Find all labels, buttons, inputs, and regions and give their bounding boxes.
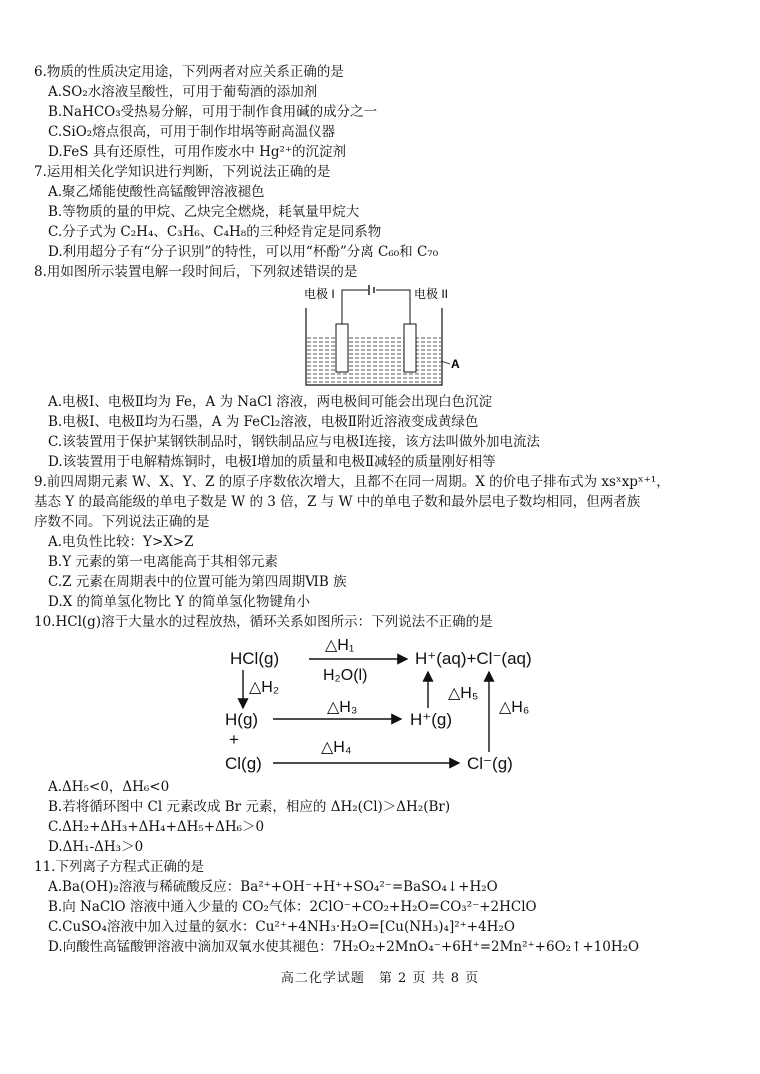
q10-option-c: C.ΔH₂+ΔH₃+ΔH₄+ΔH₅+ΔH₆＞0 [48, 819, 265, 835]
beaker [306, 308, 442, 385]
q6-stem: 6.物质的性质决定用途，下列两者对应关系正确的是 [34, 64, 344, 80]
q9-option-c: C.Z 元素在周期表中的位置可能为第四周期ⅥB 族 [48, 574, 347, 590]
q8-option-c: C.该装置用于保护某钢铁制品时，钢铁制品应与电极Ⅰ连接，该方法叫做外加电流法 [48, 434, 540, 450]
h-plus-g-label: H⁺(g) [410, 710, 453, 729]
delta-h1-label: △H₁ [325, 637, 355, 654]
page-footer: 高二化学试题 第 2 页 共 8 页 [280, 971, 480, 986]
q6-option-d: D.FeS 具有还原性，可用作废水中 Hg²⁺的沉淀剂 [48, 144, 347, 160]
q9-option-b: B.Y 元素的第一电离能高于其相邻元素 [48, 554, 278, 570]
q7-option-c: C.分子式为 C₂H₄、C₃H₆、C₄H₈的三种烃肯定是同系物 [48, 224, 382, 240]
delta-h6-label: △H₆ [499, 699, 530, 716]
aqueous-ions-label: H⁺(aq)+Cl⁻(aq) [415, 649, 532, 668]
hcl-g-label: HCl(g) [230, 649, 280, 668]
q9-stem-line2: 基态 Y 的最高能级的单电子数是 W 的 3 倍，Z 与 W 中的单电子数和最外层电子数均相同，但两者族 [34, 494, 641, 510]
q11-option-b: B.向 NaClO 溶液中通入少量的 CO₂气体：2ClO⁻+CO₂+H₂O=CO₃²⁻+2HClO [48, 899, 537, 915]
q7-option-d: D.利用超分子有“分子识别”的特性，可以用“杯酚”分离 C₆₀和 C₇₀ [48, 244, 439, 260]
q7-stem: 7.运用相关化学知识进行判断，下列说法正确的是 [34, 164, 331, 180]
q7-option-b: B.等物质的量的甲烷、乙炔完全燃烧，耗氧量甲烷大 [48, 204, 360, 220]
q7-option-a: A.聚乙烯能使酸性高锰酸钾溶液褪色 [48, 184, 265, 200]
q9-option-d: D.X 的简单氢化物比 Y 的简单氢化物键角小 [48, 594, 311, 610]
q8-option-b: B.电极Ⅰ、电极Ⅱ均为石墨，A 为 FeCl₂溶液，电极Ⅱ附近溶液变成黄绿色 [48, 414, 479, 430]
cl-g-label: Cl(g) [225, 754, 262, 773]
q6-option-c: C.SiO₂熔点很高，可用于制作坩埚等耐高温仪器 [48, 124, 336, 140]
q11-option-c: C.CuSO₄溶液中加入过量的氨水：Cu²⁺+4NH₃·H₂O=[Cu(NH₃)₄]²⁺+4H₂O [48, 919, 515, 935]
q9-stem-line3: 序数不同。下列说法正确的是 [34, 514, 210, 530]
q8-stem: 8.用如图所示装置电解一段时间后，下列叙述错误的是 [34, 264, 358, 280]
plus-sign: + [229, 730, 239, 749]
electrolysis-apparatus-figure [290, 284, 470, 390]
solution-label: A [451, 357, 460, 371]
delta-h5-label: △H₅ [448, 685, 479, 702]
electrode-1-label: 电极 I [304, 287, 335, 301]
h-g-label: H(g) [225, 710, 259, 729]
q11-stem: 11.下列离子方程式正确的是 [34, 859, 204, 875]
water-label: H₂O(l) [323, 667, 368, 684]
q8-option-a: A.电极Ⅰ、电极Ⅱ均为 Fe，A 为 NaCl 溶液，两电极间可能会出现白色沉淀 [48, 394, 493, 410]
q11-option-d: D.向酸性高锰酸钾溶液中滴加双氧水使其褪色：7H₂O₂+2MnO₄⁻+6H⁺=2Mn²⁺+6O₂↑+10H₂O [48, 939, 640, 955]
delta-h3-label: △H₃ [327, 699, 358, 716]
q8-option-d: D.该装置用于电解精炼铜时，电极Ⅰ增加的质量和电极Ⅱ减轻的质量刚好相等 [48, 454, 496, 470]
q10-option-a: A.ΔH₅<0，ΔH₆<0 [48, 779, 170, 795]
delta-h2-label: △H₂ [249, 679, 280, 696]
cl-minus-g-label: Cl⁻(g) [467, 754, 513, 773]
q11-option-a: A.Ba(OH)₂溶液与稀硫酸反应：Ba²⁺+OH⁻+H⁺+SO₄²⁻=BaSO₄↓+H₂O [48, 879, 498, 895]
delta-h4-label: △H₄ [321, 739, 352, 756]
q10-option-b: B.若将循环图中 Cl 元素改成 Br 元素，相应的 ΔH₂(Cl)＞ΔH₂(Br) [48, 799, 451, 815]
q6-option-a: A.SO₂水溶液呈酸性，可用于葡萄酒的添加剂 [48, 84, 318, 100]
electrode-1 [336, 324, 348, 372]
q10-stem: 10.HCl(g)溶于大量水的过程放热，循环关系如图所示：下列说法不正确的是 [34, 614, 493, 630]
q6-option-b: B.NaHCO₃受热易分解，可用于制作食用碱的成分之一 [48, 104, 378, 120]
solution-fill [307, 338, 441, 382]
q10-option-d: D.ΔH₁-ΔH₃＞0 [48, 839, 144, 855]
q9-option-a: A.电负性比较：Y>X>Z [48, 534, 194, 550]
electrode-2 [404, 324, 416, 372]
electrode-2-label: 电极 II [414, 287, 449, 301]
q9-stem-line1: 9.前四周期元素 W、X、Y、Z 的原子序数依次增大，且都不在同一周期。X 的价电子排布式为 xsˣxpˣ⁺¹， [34, 474, 670, 490]
hcl-energy-cycle-diagram [215, 632, 565, 777]
